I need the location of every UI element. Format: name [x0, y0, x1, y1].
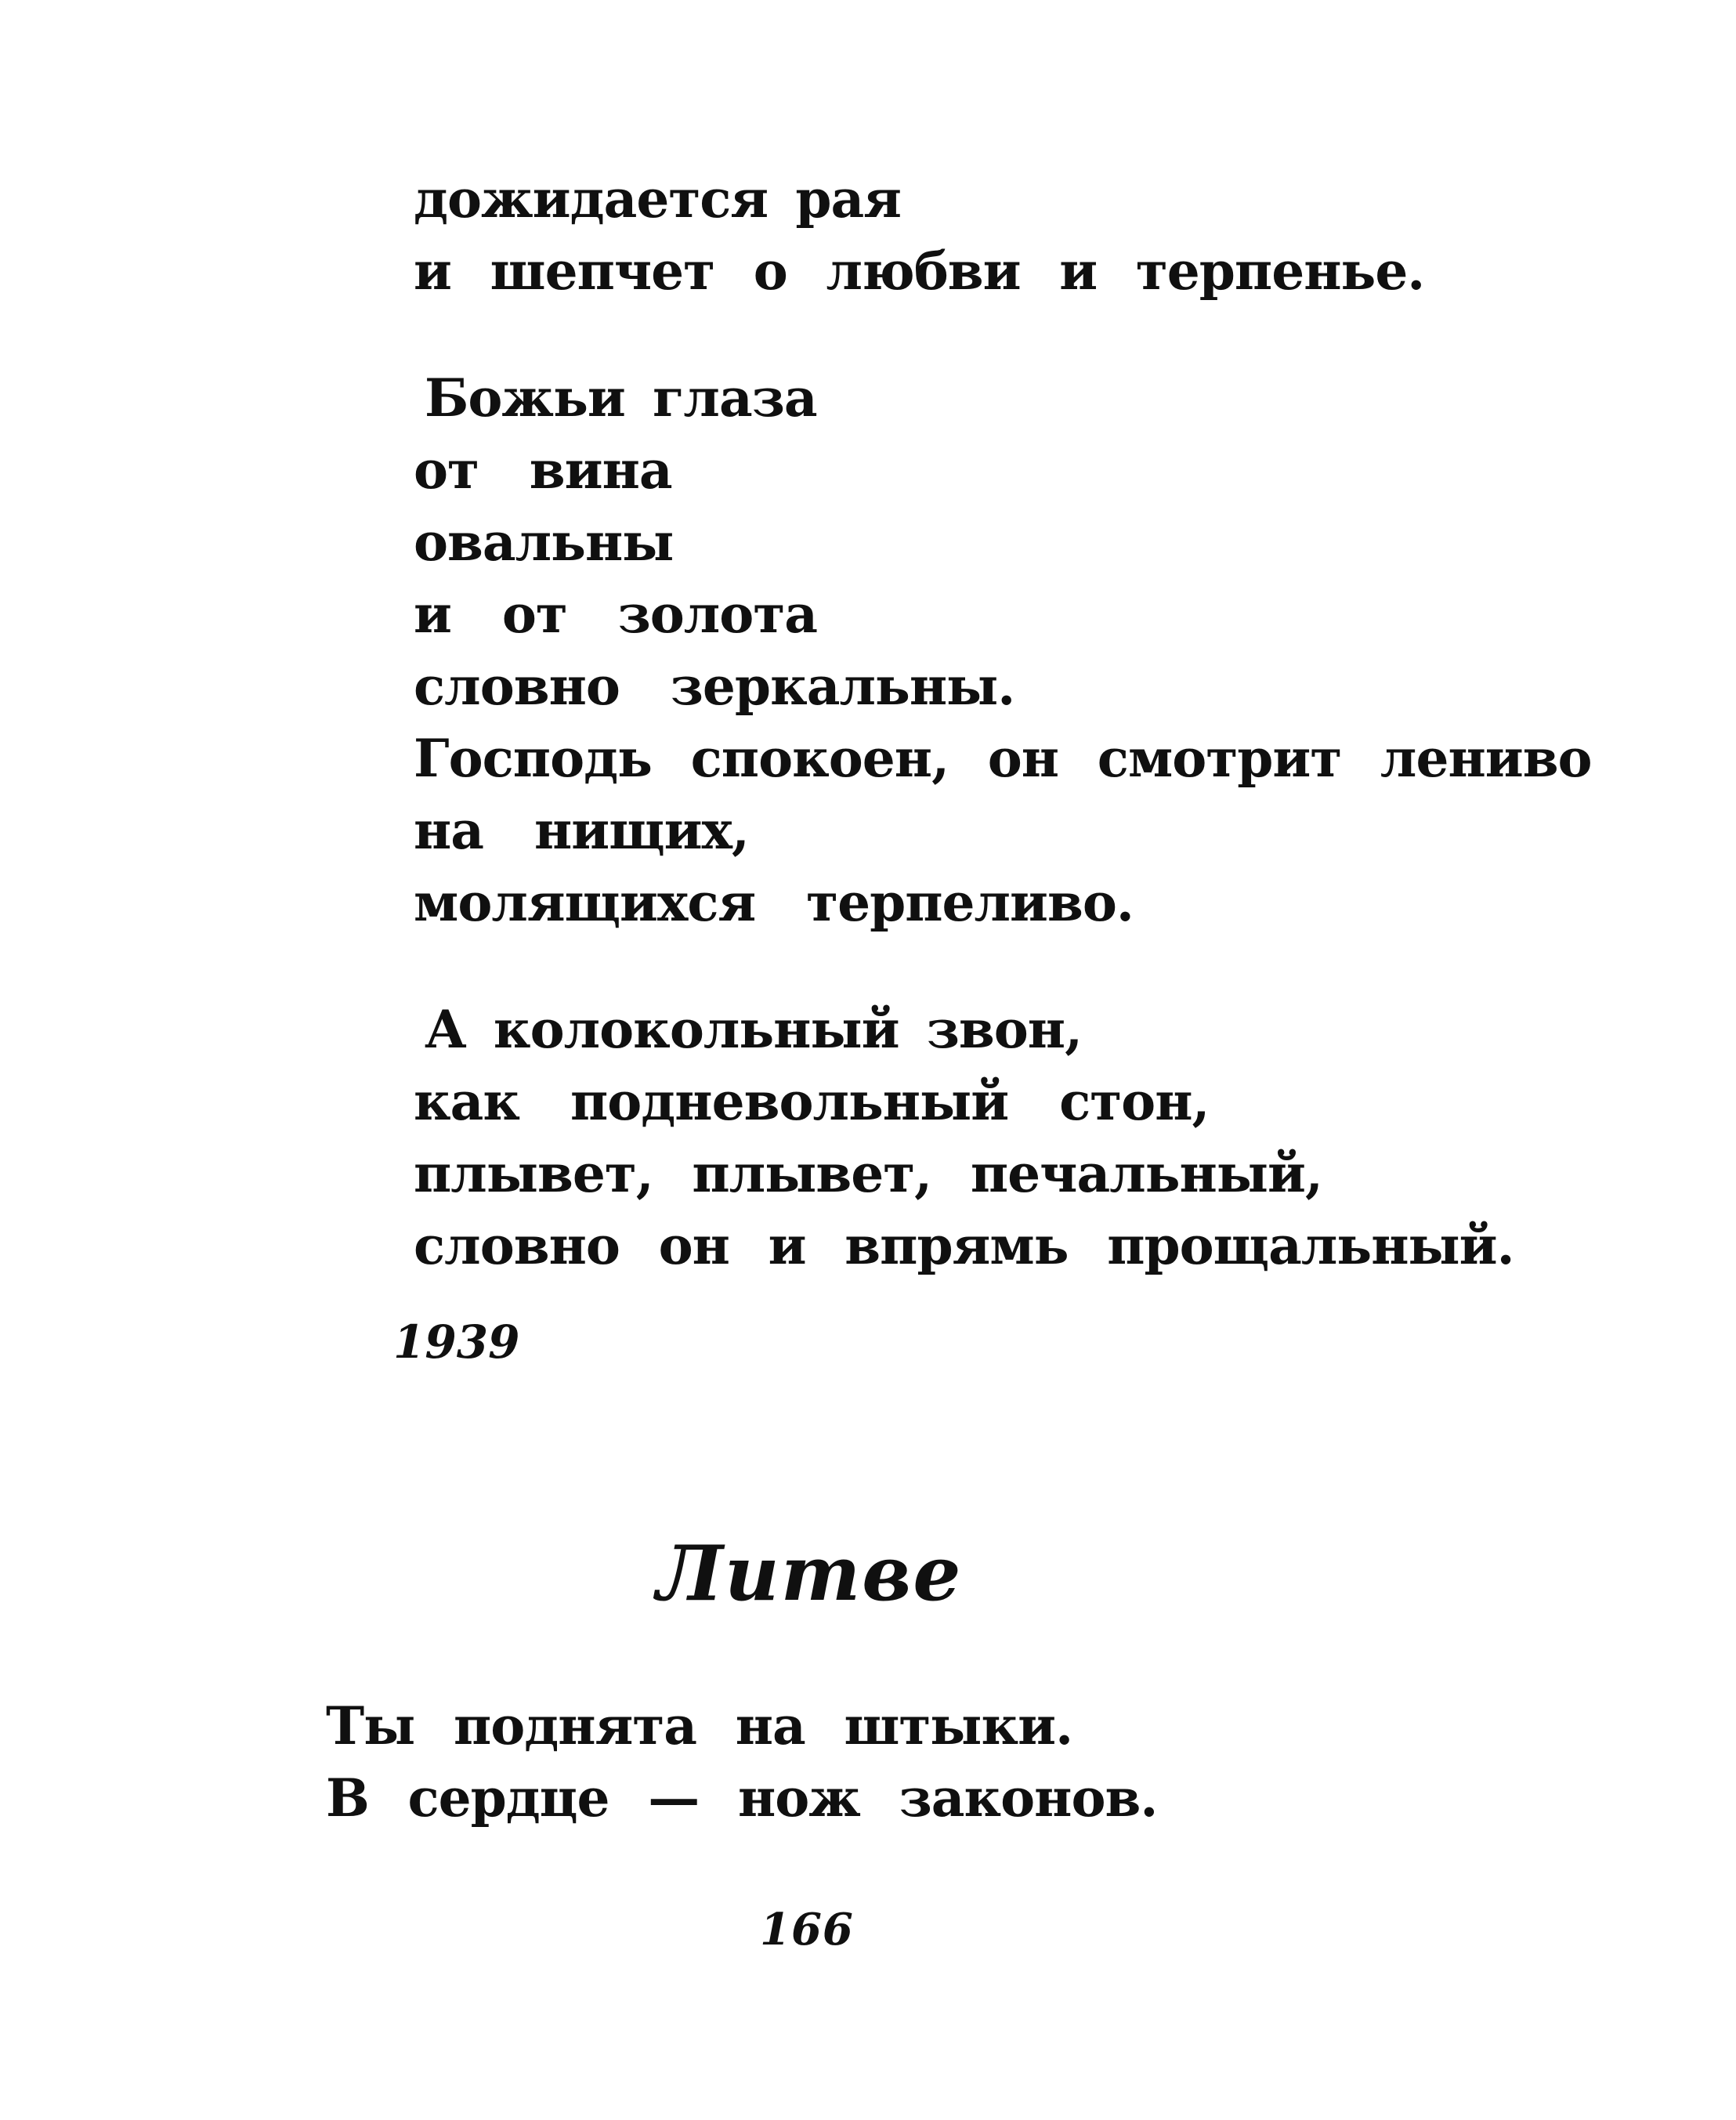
poem-line: как подневольный стон,: [414, 1071, 1210, 1132]
poem-line: Ты поднята на штыки.: [326, 1695, 1073, 1756]
poem-line: Господь спокоен, он смотрит лениво: [414, 728, 1592, 789]
poem-line: от вина: [414, 440, 672, 501]
poem-line: словно зеркальны.: [414, 656, 1015, 717]
page-number: 166: [760, 1904, 854, 1955]
next-poem-title: Литве: [656, 1529, 963, 1618]
poem-line: и от золота: [414, 584, 817, 645]
poem-ending-block: [393, 163, 1592, 1381]
next-poem-block: [326, 1690, 1157, 1834]
poem-date: 1939: [393, 1315, 520, 1369]
poem-line: дожидается рая: [414, 168, 902, 230]
poem-line: плывет, плывет, печальный,: [414, 1143, 1322, 1204]
poem-line: А колокольный звон,: [425, 999, 1083, 1060]
poem-line: овальны: [414, 512, 674, 573]
stanza-2: [414, 362, 1592, 939]
stanza-1: [414, 163, 1592, 307]
stanza-3: [414, 993, 1592, 1282]
poem-line: словно он и впрямь прощальный.: [414, 1215, 1514, 1276]
poem-line: В сердце — нож законов.: [326, 1767, 1158, 1829]
poem-line: на нищих,: [414, 800, 749, 861]
poem-line: и шепчет о любви и терпенье.: [414, 241, 1425, 302]
poem-line: молящихся терпеливо.: [414, 872, 1134, 933]
poem-line: Божьи глаза: [425, 367, 817, 429]
